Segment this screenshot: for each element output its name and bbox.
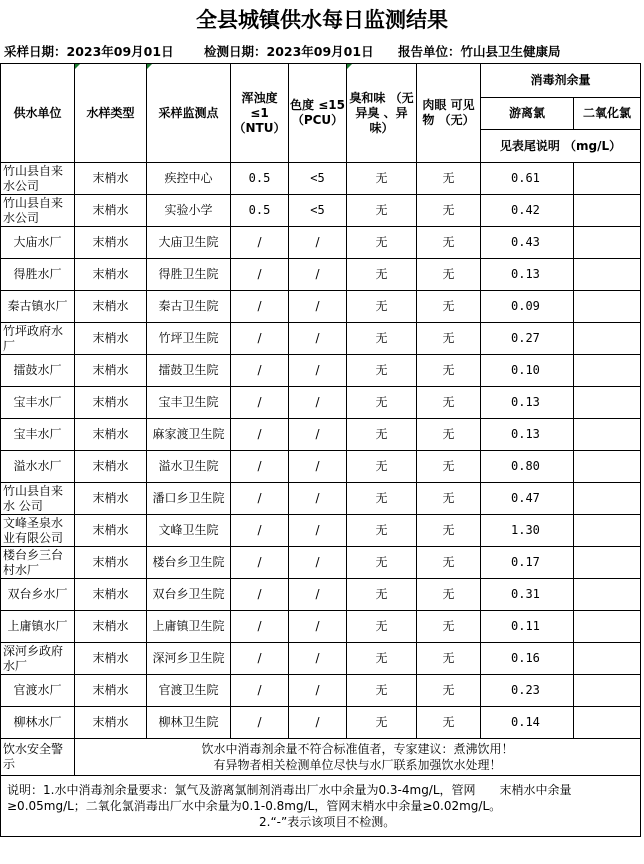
notes-row: [1, 776, 641, 837]
cell-color: <5: [289, 195, 347, 227]
cell-visible: 无: [417, 291, 481, 323]
cell-color: /: [289, 291, 347, 323]
cell-visible: 无: [417, 355, 481, 387]
cell-color: /: [289, 451, 347, 483]
table-row: [1, 515, 641, 547]
cell-color: /: [289, 259, 347, 291]
cell-sample-type: 末梢水: [75, 675, 147, 707]
header-sample-point: 采样监测点: [147, 64, 231, 163]
cell-turbidity: /: [231, 579, 289, 611]
cell-color: /: [289, 387, 347, 419]
cell-chlorine-dioxide: [574, 451, 641, 483]
cell-turbidity: /: [231, 643, 289, 675]
cell-chlorine-dioxide: [574, 579, 641, 611]
cell-odor: 无: [347, 451, 417, 483]
table-row: [1, 483, 641, 515]
cell-sample-point: 潘口乡卫生院: [147, 483, 231, 515]
cell-odor: 无: [347, 387, 417, 419]
cell-sample-point: 得胜卫生院: [147, 259, 231, 291]
cell-sample-point: 擂鼓卫生院: [147, 355, 231, 387]
cell-turbidity: /: [231, 227, 289, 259]
cell-visible: 无: [417, 579, 481, 611]
cell-odor: 无: [347, 579, 417, 611]
header-turbidity: 浑浊度 ≤1 （NTU）: [231, 64, 289, 163]
table-row: [1, 419, 641, 451]
cell-supplier: 溢水水厂: [1, 451, 75, 483]
table-row: [1, 451, 641, 483]
cell-free-chlorine: 0.14: [481, 707, 574, 739]
cell-sample-type: 末梢水: [75, 195, 147, 227]
cell-sample-point: 大庙卫生院: [147, 227, 231, 259]
cell-free-chlorine: 0.27: [481, 323, 574, 355]
cell-free-chlorine: 0.13: [481, 259, 574, 291]
sample-date: 采样日期：2023年09月01日: [4, 44, 174, 59]
cell-supplier: 官渡水厂: [1, 675, 75, 707]
cell-supplier: 擂鼓水厂: [1, 355, 75, 387]
cell-chlorine-dioxide: [574, 611, 641, 643]
cell-supplier: 双台乡水厂: [1, 579, 75, 611]
test-date: 检测日期：2023年09月01日: [204, 44, 374, 59]
cell-sample-point: 文峰卫生院: [147, 515, 231, 547]
header-color: 色度 ≤15 （PCU）: [289, 64, 347, 163]
cell-supplier: 秦古镇水厂: [1, 291, 75, 323]
cell-sample-type: 末梢水: [75, 259, 147, 291]
table-row: [1, 163, 641, 195]
cell-odor: 无: [347, 355, 417, 387]
cell-visible: 无: [417, 451, 481, 483]
warning-text: [75, 739, 641, 776]
cell-sample-point: 实验小学: [147, 195, 231, 227]
cell-color: /: [289, 611, 347, 643]
report-meta: [0, 38, 644, 63]
header-sample-type: 水样类型: [75, 64, 147, 163]
header-chlorine-dioxide: 二氧化氯: [574, 98, 641, 130]
header-free-chlorine: 游离氯: [481, 98, 574, 130]
cell-sample-type: 末梢水: [75, 163, 147, 195]
cell-odor: 无: [347, 291, 417, 323]
cell-color: /: [289, 547, 347, 579]
cell-odor: 无: [347, 707, 417, 739]
header-supplier: 供水单位: [1, 64, 75, 163]
cell-free-chlorine: 0.10: [481, 355, 574, 387]
cell-supplier: 宝丰水厂: [1, 419, 75, 451]
cell-turbidity: 0.5: [231, 163, 289, 195]
cell-sample-point: 深河乡卫生院: [147, 643, 231, 675]
cell-visible: 无: [417, 323, 481, 355]
header-disinfectant: 消毒剂余量: [481, 64, 641, 98]
cell-turbidity: /: [231, 675, 289, 707]
cell-chlorine-dioxide: [574, 163, 641, 195]
cell-turbidity: /: [231, 515, 289, 547]
warning-line-1: 饮水中消毒剂余量不符合标准值者，专家建议：煮沸饮用！: [201, 742, 514, 756]
cell-visible: 无: [417, 643, 481, 675]
cell-color: /: [289, 227, 347, 259]
cell-sample-type: 末梢水: [75, 483, 147, 515]
cell-odor: 无: [347, 323, 417, 355]
cell-supplier: 竹山县自来水公司: [1, 195, 75, 227]
cell-free-chlorine: 0.23: [481, 675, 574, 707]
cell-turbidity: /: [231, 419, 289, 451]
warning-label: 饮水安全警示: [1, 739, 75, 776]
table-row: [1, 643, 641, 675]
table-row: [1, 675, 641, 707]
warning-row: [1, 739, 641, 776]
cell-free-chlorine: 0.47: [481, 483, 574, 515]
cell-turbidity: /: [231, 483, 289, 515]
header-unit-note: 见表尾说明 （mg/L）: [481, 130, 641, 163]
cell-odor: 无: [347, 163, 417, 195]
cell-turbidity: /: [231, 707, 289, 739]
cell-free-chlorine: 1.30: [481, 515, 574, 547]
cell-sample-type: 末梢水: [75, 707, 147, 739]
cell-sample-type: 末梢水: [75, 291, 147, 323]
table-row: [1, 195, 641, 227]
cell-supplier: 宝丰水厂: [1, 387, 75, 419]
table-row: [1, 291, 641, 323]
cell-supplier: 竹山县自来水 公司: [1, 483, 75, 515]
cell-chlorine-dioxide: [574, 643, 641, 675]
cell-sample-type: 末梢水: [75, 611, 147, 643]
cell-supplier: 得胜水厂: [1, 259, 75, 291]
report-unit: 报告单位：竹山县卫生健康局: [398, 44, 561, 59]
cell-sample-point: 上庸镇卫生院: [147, 611, 231, 643]
monitoring-table: [0, 63, 641, 837]
cell-odor: 无: [347, 643, 417, 675]
cell-chlorine-dioxide: [574, 387, 641, 419]
cell-supplier: 柳林水厂: [1, 707, 75, 739]
cell-sample-point: 柳林卫生院: [147, 707, 231, 739]
cell-chlorine-dioxide: [574, 291, 641, 323]
cell-sample-type: 末梢水: [75, 355, 147, 387]
cell-supplier: 竹坪政府水厂: [1, 323, 75, 355]
cell-turbidity: /: [231, 547, 289, 579]
cell-free-chlorine: 0.80: [481, 451, 574, 483]
table-row: [1, 355, 641, 387]
cell-color: /: [289, 643, 347, 675]
cell-turbidity: /: [231, 387, 289, 419]
cell-turbidity: /: [231, 323, 289, 355]
notes: [1, 776, 641, 837]
cell-odor: 无: [347, 675, 417, 707]
cell-turbidity: /: [231, 291, 289, 323]
cell-sample-point: 麻家渡卫生院: [147, 419, 231, 451]
cell-visible: 无: [417, 611, 481, 643]
cell-supplier: 竹山县自来水公司: [1, 163, 75, 195]
cell-chlorine-dioxide: [574, 707, 641, 739]
cell-free-chlorine: 0.61: [481, 163, 574, 195]
cell-sample-type: 末梢水: [75, 387, 147, 419]
cell-sample-type: 末梢水: [75, 227, 147, 259]
cell-sample-type: 末梢水: [75, 579, 147, 611]
cell-free-chlorine: 0.13: [481, 419, 574, 451]
cell-visible: 无: [417, 419, 481, 451]
cell-odor: 无: [347, 227, 417, 259]
cell-free-chlorine: 0.11: [481, 611, 574, 643]
cell-chlorine-dioxide: [574, 323, 641, 355]
cell-free-chlorine: 0.42: [481, 195, 574, 227]
cell-color: /: [289, 323, 347, 355]
cell-supplier: 上庸镇水厂: [1, 611, 75, 643]
cell-sample-point: 楼台乡卫生院: [147, 547, 231, 579]
table-row: [1, 259, 641, 291]
cell-visible: 无: [417, 707, 481, 739]
cell-odor: 无: [347, 483, 417, 515]
cell-chlorine-dioxide: [574, 515, 641, 547]
cell-sample-point: 疾控中心: [147, 163, 231, 195]
cell-visible: 无: [417, 259, 481, 291]
table-row: [1, 611, 641, 643]
cell-visible: 无: [417, 515, 481, 547]
table-row: [1, 387, 641, 419]
cell-sample-type: 末梢水: [75, 547, 147, 579]
cell-chlorine-dioxide: [574, 259, 641, 291]
cell-sample-point: 官渡卫生院: [147, 675, 231, 707]
cell-color: /: [289, 707, 347, 739]
cell-free-chlorine: 0.16: [481, 643, 574, 675]
cell-free-chlorine: 0.09: [481, 291, 574, 323]
note-line-1: 说明：1.水中消毒剂余量要求：氯气及游离氯制剂消毒出厂水中余量为0.3-4mg/L，管网 末梢水中余量≥0.05mg/L；二氧化氯消毒出厂水中余量为0.1-0.8mg/L，管网末梢水中余量≥0.02mg/L。: [7, 783, 572, 813]
cell-color: /: [289, 419, 347, 451]
table-row: [1, 547, 641, 579]
cell-sample-type: 末梢水: [75, 419, 147, 451]
cell-sample-point: 竹坪卫生院: [147, 323, 231, 355]
cell-sample-type: 末梢水: [75, 515, 147, 547]
cell-visible: 无: [417, 387, 481, 419]
cell-visible: 无: [417, 547, 481, 579]
cell-free-chlorine: 0.17: [481, 547, 574, 579]
table-row: [1, 227, 641, 259]
header-odor: 臭和味 （无异臭 、异味）: [347, 64, 417, 163]
cell-supplier: 大庙水厂: [1, 227, 75, 259]
cell-supplier: 楼台乡三台村水厂: [1, 547, 75, 579]
warning-line-2: 有异物者相关检测单位尽快与水厂联系加强饮水处理！: [213, 758, 502, 772]
cell-sample-point: 宝丰卫生院: [147, 387, 231, 419]
cell-sample-type: 末梢水: [75, 451, 147, 483]
cell-odor: 无: [347, 195, 417, 227]
cell-chlorine-dioxide: [574, 227, 641, 259]
cell-chlorine-dioxide: [574, 483, 641, 515]
table-row: [1, 323, 641, 355]
page-title: 全县城镇供水每日监测结果: [196, 8, 448, 32]
table-row: [1, 579, 641, 611]
cell-turbidity: /: [231, 611, 289, 643]
cell-color: /: [289, 579, 347, 611]
cell-supplier: 文峰圣泉水业有限公司: [1, 515, 75, 547]
cell-sample-type: 末梢水: [75, 643, 147, 675]
cell-sample-point: 溢水卫生院: [147, 451, 231, 483]
cell-odor: 无: [347, 419, 417, 451]
cell-chlorine-dioxide: [574, 419, 641, 451]
cell-chlorine-dioxide: [574, 675, 641, 707]
cell-visible: 无: [417, 675, 481, 707]
cell-color: /: [289, 355, 347, 387]
cell-odor: 无: [347, 515, 417, 547]
cell-visible: 无: [417, 483, 481, 515]
cell-visible: 无: [417, 163, 481, 195]
cell-color: /: [289, 515, 347, 547]
cell-odor: 无: [347, 259, 417, 291]
cell-color: /: [289, 675, 347, 707]
note-line-2: 2.“-”表示该项目不检测。: [259, 815, 396, 829]
cell-turbidity: 0.5: [231, 195, 289, 227]
cell-turbidity: /: [231, 355, 289, 387]
cell-odor: 无: [347, 611, 417, 643]
cell-color: <5: [289, 163, 347, 195]
table-row: [1, 707, 641, 739]
cell-sample-type: 末梢水: [75, 323, 147, 355]
cell-sample-point: 秦古卫生院: [147, 291, 231, 323]
cell-sample-point: 双台乡卫生院: [147, 579, 231, 611]
header-visible: 肉眼 可见物 （无）: [417, 64, 481, 163]
cell-chlorine-dioxide: [574, 355, 641, 387]
cell-visible: 无: [417, 195, 481, 227]
cell-supplier: 深河乡政府水厂: [1, 643, 75, 675]
cell-turbidity: /: [231, 259, 289, 291]
cell-odor: 无: [347, 547, 417, 579]
cell-free-chlorine: 0.13: [481, 387, 574, 419]
cell-free-chlorine: 0.31: [481, 579, 574, 611]
cell-color: /: [289, 483, 347, 515]
cell-visible: 无: [417, 227, 481, 259]
cell-chlorine-dioxide: [574, 547, 641, 579]
cell-free-chlorine: 0.43: [481, 227, 574, 259]
cell-turbidity: /: [231, 451, 289, 483]
cell-chlorine-dioxide: [574, 195, 641, 227]
